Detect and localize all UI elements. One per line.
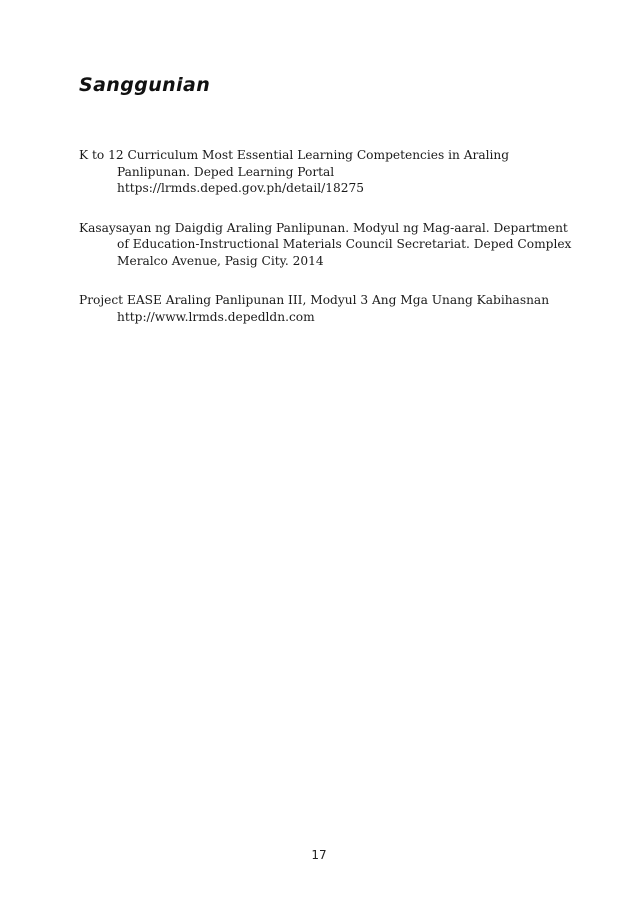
reference-line: Kasaysayan ng Daigdig Araling Panlipunan. Modyul ng Mag-aaral. Department	[79, 220, 568, 235]
reference-line: K to 12 Curriculum Most Essential Learning Competencies in Araling	[79, 148, 510, 162]
reference-line: Project EASE Araling Panlipunan III, Modyul 3 Ang Mga Unang Kabihasnan	[79, 293, 550, 307]
page-number: 17	[311, 848, 327, 862]
reference-url: http://www.lrmds.depedldn.com	[117, 309, 315, 324]
reference-item	[79, 147, 579, 197]
page-title: Sanggunian	[79, 74, 211, 96]
reference-line: Panlipunan. Deped Learning Portal	[117, 164, 335, 179]
reference-line: Meralco Avenue, Pasig City. 2014	[117, 253, 324, 268]
reference-url: https://lrmds.deped.gov.ph/detail/18275	[117, 181, 364, 195]
reference-item	[79, 292, 579, 325]
reference-line: of Education-Instructional Materials Council Secretariat. Deped Complex	[117, 237, 572, 251]
reference-item	[79, 220, 579, 270]
reference-list	[79, 147, 579, 348]
